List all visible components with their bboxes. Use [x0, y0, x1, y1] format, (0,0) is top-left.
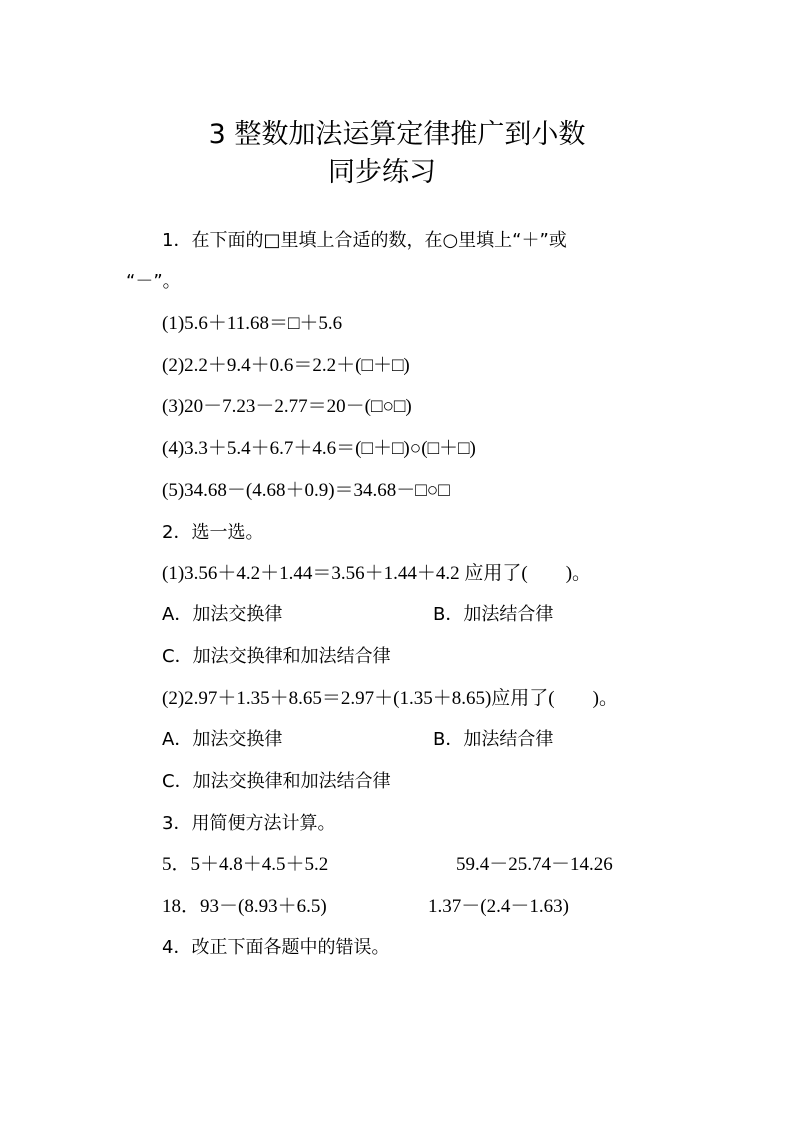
- question-2-1-option-c: C．加法交换律和加法结合律: [162, 646, 391, 667]
- question-1-stem-continued: “－”。: [126, 271, 181, 292]
- question-1-item: (5)34.68－(4.68＋0.9)＝34.68－□○□: [162, 480, 450, 501]
- question-2-1-option-b: B．加法结合律: [433, 604, 554, 625]
- question-2-1-option-a: A．加法交换律: [162, 604, 283, 625]
- question-2-2-text: (2)2.97＋1.35＋8.65＝2.97＋(1.35＋8.65)应用了( )。: [162, 688, 618, 709]
- question-3-expression: 59.4－25.74－14.26: [456, 854, 613, 875]
- question-3-stem: 3．用简便方法计算。: [162, 813, 336, 834]
- question-3-expression: 1.37－(2.4－1.63): [428, 896, 569, 917]
- question-2-2-option-a: A．加法交换律: [162, 729, 283, 750]
- question-1-item: (4)3.3＋5.4＋6.7＋4.6＝(□＋□)○(□＋□): [162, 438, 476, 459]
- question-3-expression: 5．5＋4.8＋4.5＋5.2: [162, 854, 329, 875]
- question-3-expression: 18．93－(8.93＋6.5): [162, 896, 327, 917]
- question-2-2-option-b: B．加法结合律: [433, 729, 554, 750]
- worksheet-title: 3 整数加法运算定律推广到小数: [208, 119, 586, 150]
- question-2-1-text: (1)3.56＋4.2＋1.44＝3.56＋1.44＋4.2 应用了( )。: [162, 563, 592, 584]
- question-4-stem: 4．改正下面各题中的错误。: [162, 937, 390, 958]
- worksheet-subtitle: 同步练习: [328, 157, 436, 188]
- question-1-stem: 1．在下面的□里填上合适的数，在○里填上“＋”或: [162, 230, 567, 251]
- question-1-item: (1)5.6＋11.68＝□＋5.6: [162, 313, 343, 334]
- question-1-item: (2)2.2＋9.4＋0.6＝2.2＋(□＋□): [162, 355, 410, 376]
- question-2-2-option-c: C．加法交换律和加法结合律: [162, 771, 391, 792]
- question-2-stem: 2．选一选。: [162, 522, 264, 543]
- question-1-item: (3)20－7.23－2.77＝20－(□○□): [162, 396, 412, 417]
